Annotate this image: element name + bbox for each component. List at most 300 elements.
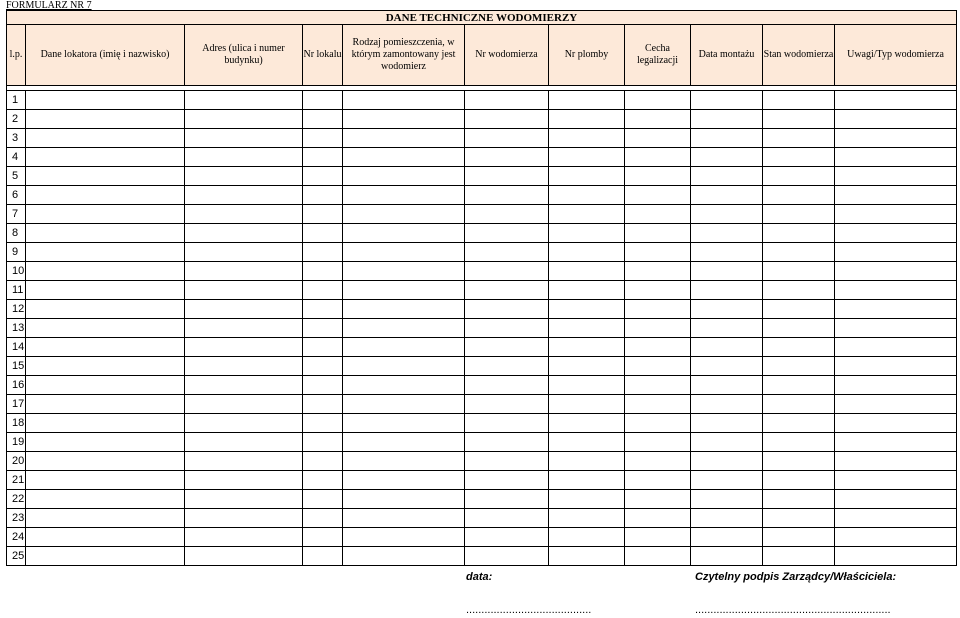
col-tenant-cell[interactable] <box>26 148 185 167</box>
col-meter-reading-cell[interactable] <box>763 148 835 167</box>
col-install-date-cell[interactable] <box>691 490 763 509</box>
table-row <box>7 186 957 205</box>
col-notes-cell[interactable] <box>835 433 957 452</box>
col-meter-no-cell[interactable] <box>465 452 549 471</box>
col-unit-cell[interactable] <box>303 262 343 281</box>
col-install-date-cell[interactable] <box>691 110 763 129</box>
col-meter-reading-cell[interactable] <box>763 490 835 509</box>
col-address-cell[interactable] <box>185 395 303 414</box>
col-install-date-cell[interactable] <box>691 262 763 281</box>
col-room-cell[interactable] <box>343 110 465 129</box>
col-unit-cell[interactable] <box>303 186 343 205</box>
col-seal-no-cell[interactable] <box>549 205 625 224</box>
col-unit-cell[interactable] <box>303 243 343 262</box>
col-room-cell[interactable] <box>343 509 465 528</box>
col-install-date-header: Data montażu <box>691 25 763 86</box>
table-row <box>7 471 957 490</box>
col-meter-reading-cell[interactable] <box>763 129 835 148</box>
col-notes-cell[interactable] <box>835 357 957 376</box>
col-legalization-cell[interactable] <box>625 224 691 243</box>
col-meter-reading-cell[interactable] <box>763 281 835 300</box>
col-legalization-cell[interactable] <box>625 186 691 205</box>
col-legalization-cell[interactable] <box>625 281 691 300</box>
col-seal-no-cell[interactable] <box>549 433 625 452</box>
col-meter-reading-cell[interactable] <box>763 338 835 357</box>
col-seal-no-cell[interactable] <box>549 395 625 414</box>
col-room-cell[interactable] <box>343 205 465 224</box>
row-number: 10 <box>7 262 26 281</box>
table-row <box>7 243 957 262</box>
col-notes-cell[interactable] <box>835 224 957 243</box>
row-number: 5 <box>7 167 26 186</box>
col-notes-cell[interactable] <box>835 528 957 547</box>
col-notes-cell[interactable] <box>835 490 957 509</box>
col-legalization-cell[interactable] <box>625 471 691 490</box>
col-notes-cell[interactable] <box>835 376 957 395</box>
col-address-cell[interactable] <box>185 262 303 281</box>
row-number: 4 <box>7 148 26 167</box>
table-row <box>7 148 957 167</box>
col-meter-no-cell[interactable] <box>465 528 549 547</box>
col-address-cell[interactable] <box>185 110 303 129</box>
col-seal-no-cell[interactable] <box>549 243 625 262</box>
col-meter-no-cell[interactable] <box>465 91 549 110</box>
col-notes-cell[interactable] <box>835 129 957 148</box>
col-meter-reading-cell[interactable] <box>763 528 835 547</box>
col-room-cell[interactable] <box>343 243 465 262</box>
table-row <box>7 528 957 547</box>
row-number: 3 <box>7 129 26 148</box>
row-number: 16 <box>7 376 26 395</box>
signature-field[interactable]: ................................................................ <box>695 604 891 616</box>
col-notes-cell[interactable] <box>835 395 957 414</box>
col-legalization-cell[interactable] <box>625 509 691 528</box>
col-address-cell[interactable] <box>185 547 303 566</box>
row-number: 20 <box>7 452 26 471</box>
col-room-cell[interactable] <box>343 433 465 452</box>
col-notes-cell[interactable] <box>835 509 957 528</box>
col-tenant-cell[interactable] <box>26 281 185 300</box>
col-tenant-cell[interactable] <box>26 376 185 395</box>
col-install-date-cell[interactable] <box>691 224 763 243</box>
col-meter-reading-cell[interactable] <box>763 110 835 129</box>
col-unit-cell[interactable] <box>303 376 343 395</box>
col-tenant-cell[interactable] <box>26 224 185 243</box>
col-tenant-cell[interactable] <box>26 433 185 452</box>
col-meter-reading-cell[interactable] <box>763 376 835 395</box>
col-legalization-cell[interactable] <box>625 452 691 471</box>
col-notes-cell[interactable] <box>835 281 957 300</box>
col-seal-no-cell[interactable] <box>549 547 625 566</box>
table-row <box>7 224 957 243</box>
col-seal-no-cell[interactable] <box>549 376 625 395</box>
col-unit-cell[interactable] <box>303 357 343 376</box>
col-unit-cell[interactable] <box>303 547 343 566</box>
col-meter-no-cell[interactable] <box>465 433 549 452</box>
col-legalization-cell[interactable] <box>625 243 691 262</box>
col-room-cell[interactable] <box>343 452 465 471</box>
col-address-cell[interactable] <box>185 414 303 433</box>
col-room-cell[interactable] <box>343 395 465 414</box>
col-install-date-cell[interactable] <box>691 509 763 528</box>
col-meter-reading-cell[interactable] <box>763 262 835 281</box>
col-unit-cell[interactable] <box>303 509 343 528</box>
col-meter-no-cell[interactable] <box>465 205 549 224</box>
col-install-date-cell[interactable] <box>691 338 763 357</box>
col-seal-no-cell[interactable] <box>549 338 625 357</box>
col-notes-cell[interactable] <box>835 471 957 490</box>
row-number: 8 <box>7 224 26 243</box>
table-row <box>7 433 957 452</box>
col-tenant-cell[interactable] <box>26 186 185 205</box>
row-number: 1 <box>7 91 26 110</box>
col-seal-no-cell[interactable] <box>549 167 625 186</box>
col-install-date-cell[interactable] <box>691 471 763 490</box>
col-meter-reading-cell[interactable] <box>763 433 835 452</box>
row-number: 14 <box>7 338 26 357</box>
col-room-cell[interactable] <box>343 319 465 338</box>
col-unit-cell[interactable] <box>303 433 343 452</box>
col-tenant-cell[interactable] <box>26 167 185 186</box>
col-address-header: Adres (ulica i numer budynku) <box>185 25 303 86</box>
col-install-date-cell[interactable] <box>691 167 763 186</box>
col-unit-cell[interactable] <box>303 490 343 509</box>
col-unit-cell[interactable] <box>303 224 343 243</box>
col-room-cell[interactable] <box>343 357 465 376</box>
col-room-cell[interactable] <box>343 376 465 395</box>
col-address-cell[interactable] <box>185 243 303 262</box>
row-number: 11 <box>7 281 26 300</box>
table-row <box>7 509 957 528</box>
col-room-cell[interactable] <box>343 224 465 243</box>
col-meter-no-header: Nr wodomierza <box>465 25 549 86</box>
col-install-date-cell[interactable] <box>691 281 763 300</box>
col-room-cell[interactable] <box>343 471 465 490</box>
col-meter-reading-cell[interactable] <box>763 167 835 186</box>
col-seal-no-cell[interactable] <box>549 91 625 110</box>
col-tenant-cell[interactable] <box>26 547 185 566</box>
col-unit-cell[interactable] <box>303 205 343 224</box>
col-meter-no-cell[interactable] <box>465 338 549 357</box>
col-seal-no-cell[interactable] <box>549 471 625 490</box>
col-install-date-cell[interactable] <box>691 129 763 148</box>
row-number: 19 <box>7 433 26 452</box>
col-tenant-header: Dane lokatora (imię i nazwisko) <box>26 25 185 86</box>
col-legalization-cell[interactable] <box>625 414 691 433</box>
col-room-cell[interactable] <box>343 338 465 357</box>
table-row <box>7 319 957 338</box>
col-install-date-cell[interactable] <box>691 395 763 414</box>
col-install-date-cell[interactable] <box>691 376 763 395</box>
col-tenant-cell[interactable] <box>26 262 185 281</box>
col-address-cell[interactable] <box>185 509 303 528</box>
col-address-cell[interactable] <box>185 471 303 490</box>
col-tenant-cell[interactable] <box>26 490 185 509</box>
col-legalization-cell[interactable] <box>625 395 691 414</box>
col-unit-cell[interactable] <box>303 91 343 110</box>
col-room-cell[interactable] <box>343 262 465 281</box>
col-address-cell[interactable] <box>185 300 303 319</box>
col-meter-reading-cell[interactable] <box>763 357 835 376</box>
col-meter-no-cell[interactable] <box>465 547 549 566</box>
col-room-cell[interactable] <box>343 528 465 547</box>
col-seal-no-cell[interactable] <box>549 262 625 281</box>
col-notes-header: Uwagi/Typ wodomierza <box>835 25 957 86</box>
col-seal-no-cell[interactable] <box>549 224 625 243</box>
col-install-date-cell[interactable] <box>691 414 763 433</box>
col-seal-no-cell[interactable] <box>549 148 625 167</box>
col-tenant-cell[interactable] <box>26 452 185 471</box>
col-seal-no-cell[interactable] <box>549 528 625 547</box>
col-meter-no-cell[interactable] <box>465 471 549 490</box>
col-unit-cell[interactable] <box>303 319 343 338</box>
col-meter-no-cell[interactable] <box>465 224 549 243</box>
col-address-cell[interactable] <box>185 433 303 452</box>
signature-label: Czytelny podpis Zarządcy/Właściciela: <box>695 571 897 583</box>
col-tenant-cell[interactable] <box>26 338 185 357</box>
row-number: 21 <box>7 471 26 490</box>
col-meter-no-cell[interactable] <box>465 262 549 281</box>
col-install-date-cell[interactable] <box>691 91 763 110</box>
table-title: DANE TECHNICZNE WODOMIERZY <box>7 11 957 25</box>
table-row <box>7 338 957 357</box>
col-notes-cell[interactable] <box>835 205 957 224</box>
col-meter-reading-cell[interactable] <box>763 509 835 528</box>
col-seal-no-cell[interactable] <box>549 357 625 376</box>
col-meter-reading-cell[interactable] <box>763 205 835 224</box>
col-address-cell[interactable] <box>185 357 303 376</box>
col-seal-no-cell[interactable] <box>549 509 625 528</box>
col-meter-reading-cell[interactable] <box>763 319 835 338</box>
col-unit-cell[interactable] <box>303 528 343 547</box>
col-unit-cell[interactable] <box>303 129 343 148</box>
table-row <box>7 129 957 148</box>
col-tenant-cell[interactable] <box>26 300 185 319</box>
col-install-date-cell[interactable] <box>691 243 763 262</box>
col-notes-cell[interactable] <box>835 452 957 471</box>
col-address-cell[interactable] <box>185 490 303 509</box>
col-tenant-cell[interactable] <box>26 91 185 110</box>
col-unit-cell[interactable] <box>303 167 343 186</box>
col-tenant-cell[interactable] <box>26 243 185 262</box>
col-unit-cell[interactable] <box>303 300 343 319</box>
date-label: data: <box>466 571 493 583</box>
table-row <box>7 357 957 376</box>
col-meter-no-cell[interactable] <box>465 281 549 300</box>
date-field[interactable]: ......................................... <box>466 604 592 616</box>
col-notes-cell[interactable] <box>835 414 957 433</box>
col-legalization-cell[interactable] <box>625 338 691 357</box>
col-address-cell[interactable] <box>185 186 303 205</box>
col-unit-cell[interactable] <box>303 110 343 129</box>
col-meter-reading-cell[interactable] <box>763 414 835 433</box>
col-seal-no-cell[interactable] <box>549 281 625 300</box>
col-tenant-cell[interactable] <box>26 319 185 338</box>
col-tenant-cell[interactable] <box>26 110 185 129</box>
col-install-date-cell[interactable] <box>691 300 763 319</box>
col-legalization-cell[interactable] <box>625 300 691 319</box>
col-notes-cell[interactable] <box>835 338 957 357</box>
table-row <box>7 414 957 433</box>
col-meter-no-cell[interactable] <box>465 167 549 186</box>
col-meter-reading-cell[interactable] <box>763 452 835 471</box>
col-unit-cell[interactable] <box>303 148 343 167</box>
col-address-cell[interactable] <box>185 376 303 395</box>
table-row <box>7 262 957 281</box>
row-number: 9 <box>7 243 26 262</box>
col-install-date-cell[interactable] <box>691 547 763 566</box>
col-notes-cell[interactable] <box>835 243 957 262</box>
col-room-cell[interactable] <box>343 414 465 433</box>
col-legalization-cell[interactable] <box>625 547 691 566</box>
col-seal-no-cell[interactable] <box>549 186 625 205</box>
col-meter-no-cell[interactable] <box>465 376 549 395</box>
col-seal-no-header: Nr plomby <box>549 25 625 86</box>
col-notes-cell[interactable] <box>835 167 957 186</box>
col-meter-no-cell[interactable] <box>465 490 549 509</box>
col-install-date-cell[interactable] <box>691 528 763 547</box>
col-legalization-cell[interactable] <box>625 376 691 395</box>
col-install-date-cell[interactable] <box>691 319 763 338</box>
col-meter-reading-cell[interactable] <box>763 224 835 243</box>
col-meter-no-cell[interactable] <box>465 319 549 338</box>
water-meter-table <box>6 10 957 566</box>
col-legalization-cell[interactable] <box>625 205 691 224</box>
col-unit-cell[interactable] <box>303 414 343 433</box>
col-meter-reading-cell[interactable] <box>763 243 835 262</box>
col-install-date-cell[interactable] <box>691 433 763 452</box>
col-address-cell[interactable] <box>185 281 303 300</box>
col-room-cell[interactable] <box>343 547 465 566</box>
col-legalization-cell[interactable] <box>625 91 691 110</box>
col-unit-cell[interactable] <box>303 338 343 357</box>
col-seal-no-cell[interactable] <box>549 129 625 148</box>
col-meter-reading-cell[interactable] <box>763 300 835 319</box>
col-notes-cell[interactable] <box>835 186 957 205</box>
col-legalization-cell[interactable] <box>625 262 691 281</box>
col-meter-reading-cell[interactable] <box>763 395 835 414</box>
col-seal-no-cell[interactable] <box>549 110 625 129</box>
col-legalization-cell[interactable] <box>625 528 691 547</box>
table-row <box>7 205 957 224</box>
col-tenant-cell[interactable] <box>26 414 185 433</box>
col-room-cell[interactable] <box>343 490 465 509</box>
col-unit-cell[interactable] <box>303 452 343 471</box>
col-meter-no-cell[interactable] <box>465 243 549 262</box>
col-install-date-cell[interactable] <box>691 357 763 376</box>
col-seal-no-cell[interactable] <box>549 414 625 433</box>
col-unit-cell[interactable] <box>303 471 343 490</box>
col-meter-no-cell[interactable] <box>465 414 549 433</box>
col-address-cell[interactable] <box>185 319 303 338</box>
col-address-cell[interactable] <box>185 91 303 110</box>
col-legalization-cell[interactable] <box>625 129 691 148</box>
col-notes-cell[interactable] <box>835 262 957 281</box>
col-meter-no-cell[interactable] <box>465 395 549 414</box>
col-seal-no-cell[interactable] <box>549 300 625 319</box>
col-seal-no-cell[interactable] <box>549 319 625 338</box>
table-row <box>7 547 957 566</box>
col-seal-no-cell[interactable] <box>549 490 625 509</box>
col-notes-cell[interactable] <box>835 319 957 338</box>
col-unit-cell[interactable] <box>303 395 343 414</box>
col-meter-reading-cell[interactable] <box>763 91 835 110</box>
col-unit-cell[interactable] <box>303 281 343 300</box>
col-room-cell[interactable] <box>343 91 465 110</box>
col-room-cell[interactable] <box>343 186 465 205</box>
col-legalization-cell[interactable] <box>625 319 691 338</box>
col-address-cell[interactable] <box>185 205 303 224</box>
col-legalization-cell[interactable] <box>625 148 691 167</box>
row-number: 6 <box>7 186 26 205</box>
col-room-header: Rodzaj pomieszczenia, w którym zamontowany jest wodomierz <box>343 25 465 86</box>
col-notes-cell[interactable] <box>835 91 957 110</box>
col-meter-reading-cell[interactable] <box>763 471 835 490</box>
col-meter-no-cell[interactable] <box>465 300 549 319</box>
col-notes-cell[interactable] <box>835 148 957 167</box>
col-notes-cell[interactable] <box>835 300 957 319</box>
col-address-cell[interactable] <box>185 224 303 243</box>
col-tenant-cell[interactable] <box>26 357 185 376</box>
col-install-date-cell[interactable] <box>691 186 763 205</box>
col-legalization-cell[interactable] <box>625 357 691 376</box>
col-tenant-cell[interactable] <box>26 395 185 414</box>
col-address-cell[interactable] <box>185 452 303 471</box>
col-meter-reading-cell[interactable] <box>763 547 835 566</box>
col-meter-no-cell[interactable] <box>465 110 549 129</box>
col-room-cell[interactable] <box>343 148 465 167</box>
col-legalization-header: Cecha legalizacji <box>625 25 691 86</box>
col-lp-header: l.p. <box>7 25 26 86</box>
col-legalization-cell[interactable] <box>625 490 691 509</box>
row-number: 15 <box>7 357 26 376</box>
col-address-cell[interactable] <box>185 338 303 357</box>
col-room-cell[interactable] <box>343 300 465 319</box>
col-meter-no-cell[interactable] <box>465 129 549 148</box>
col-room-cell[interactable] <box>343 129 465 148</box>
col-seal-no-cell[interactable] <box>549 452 625 471</box>
col-legalization-cell[interactable] <box>625 167 691 186</box>
col-meter-reading-cell[interactable] <box>763 186 835 205</box>
col-tenant-cell[interactable] <box>26 205 185 224</box>
col-legalization-cell[interactable] <box>625 433 691 452</box>
row-number: 23 <box>7 509 26 528</box>
table-row <box>7 452 957 471</box>
col-room-cell[interactable] <box>343 281 465 300</box>
col-install-date-cell[interactable] <box>691 452 763 471</box>
col-install-date-cell[interactable] <box>691 148 763 167</box>
col-address-cell[interactable] <box>185 528 303 547</box>
col-install-date-cell[interactable] <box>691 205 763 224</box>
col-meter-no-cell[interactable] <box>465 186 549 205</box>
col-tenant-cell[interactable] <box>26 129 185 148</box>
col-legalization-cell[interactable] <box>625 110 691 129</box>
col-notes-cell[interactable] <box>835 547 957 566</box>
col-address-cell[interactable] <box>185 167 303 186</box>
col-meter-no-cell[interactable] <box>465 148 549 167</box>
col-tenant-cell[interactable] <box>26 528 185 547</box>
col-address-cell[interactable] <box>185 148 303 167</box>
col-meter-no-cell[interactable] <box>465 509 549 528</box>
col-room-cell[interactable] <box>343 167 465 186</box>
col-address-cell[interactable] <box>185 129 303 148</box>
col-notes-cell[interactable] <box>835 110 957 129</box>
table-row <box>7 91 957 110</box>
col-meter-no-cell[interactable] <box>465 357 549 376</box>
row-number: 17 <box>7 395 26 414</box>
col-tenant-cell[interactable] <box>26 471 185 490</box>
col-tenant-cell[interactable] <box>26 509 185 528</box>
